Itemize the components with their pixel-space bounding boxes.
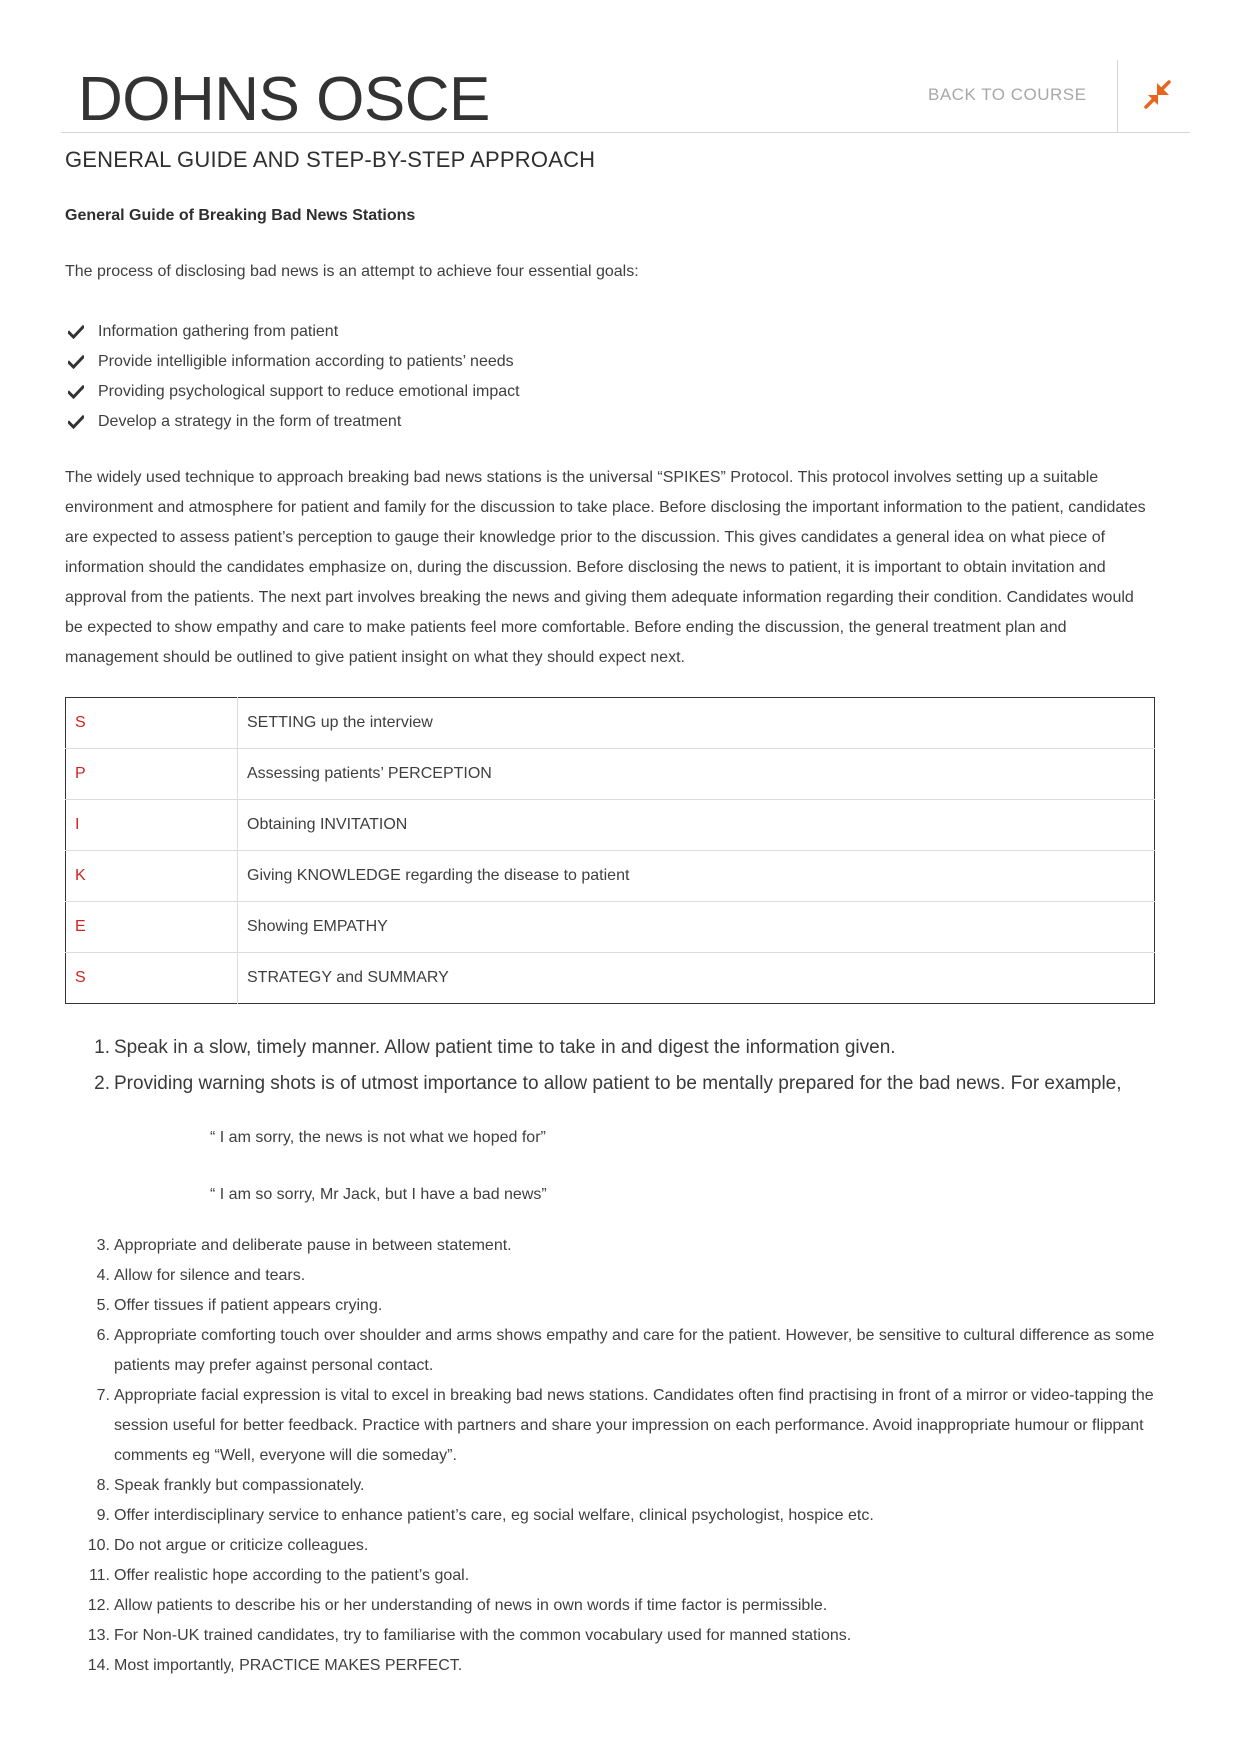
spikes-step: STRATEGY and SUMMARY [247,969,449,986]
goal-text: Provide intelligible information according to patients’ needs [98,353,514,370]
table-row [66,902,1155,953]
spikes-step: Obtaining INVITATION [238,800,1155,851]
item-number: 7. [96,1387,110,1404]
list-item [65,1501,1155,1531]
course-title: DOHNS OSCE [78,65,490,134]
item-text: Allow for silence and tears. [114,1267,306,1284]
list-item [65,1321,1155,1381]
example-quote: “ I am sorry, the news is not what we hoped for” [210,1129,546,1146]
page-header [61,60,1190,133]
item-text: Speak frankly but compassionately. [114,1477,365,1494]
item-text: Providing warning shots is of utmost importance to allow patient to be mentally prepared for the bad news. For example, [114,1073,1122,1094]
item-number: 11. [88,1567,110,1584]
item-text: Speak in a slow, timely manner. Allow patient time to take in and digest the information given. [114,1037,896,1058]
tips-list-first [65,1030,1155,1102]
item-number: 4. [96,1267,110,1284]
item-number: 9. [96,1507,110,1524]
item-text: Appropriate and deliberate pause in between statement. [114,1237,512,1254]
item-text: For Non-UK trained candidates, try to familiarise with the common vocabulary used for manned stations. [114,1627,852,1644]
item-number: 2. [94,1073,110,1094]
list-item [65,1381,1155,1471]
item-number: 10. [87,1537,110,1554]
collapse-arrows-icon [1141,78,1175,112]
section-heading: General Guide of Breaking Bad News Stations [65,207,416,224]
item-text: Appropriate comforting touch over shoulder and arms shows empathy and care for the patient. However, be sensitive to cultural difference as some patients may prefer against personal contact. [114,1327,1155,1374]
item-text: Offer tissues if patient appears crying. [114,1297,383,1314]
item-number: 5. [96,1297,110,1314]
list-item [65,1531,1155,1561]
lesson-content [65,145,1155,1681]
item-number: 1. [94,1037,110,1058]
goal-text: Develop a strategy in the form of treatment [98,413,402,430]
spikes-step: SETTING up the interview [238,698,1155,749]
spikes-letter: P [66,749,238,800]
spikes-step: Assessing patients’ PERCEPTION [238,749,1155,800]
table-row [66,749,1155,800]
item-text: Most importantly, PRACTICE MAKES PERFECT. [114,1657,463,1674]
spikes-step: Giving KNOWLEDGE regarding the disease to patient [238,851,1155,902]
table-row [66,851,1155,902]
item-number: 8. [96,1477,110,1494]
item-number: 14. [87,1657,110,1674]
spikes-letter: E [66,902,238,953]
item-text: Allow patients to describe his or her understanding of news in own words if time factor is permissible. [114,1597,828,1614]
list-item [65,377,1155,407]
item-text: Offer realistic hope according to the patient’s goal. [114,1567,470,1584]
spikes-table [65,697,1155,1004]
tips-list-second [65,1231,1155,1681]
spikes-letter: S [66,698,238,749]
table-row [66,800,1155,851]
list-item [65,1561,1155,1591]
header-divider [1117,60,1118,132]
list-item [65,1066,1155,1102]
table-row [66,698,1155,749]
list-item [65,1651,1155,1681]
intro-text: The process of disclosing bad news is an attempt to achieve four essential goals: [65,263,639,280]
goal-text: Providing psychological support to reduce emotional impact [98,383,520,400]
item-number: 6. [96,1327,110,1344]
list-item [65,347,1155,377]
collapse-button[interactable] [1141,78,1175,112]
spikes-letter: I [66,800,238,851]
item-number: 13. [87,1627,110,1644]
spikes-letter: S [66,953,238,1004]
item-text: Do not argue or criticize colleagues. [114,1537,369,1554]
spikes-description: The widely used technique to approach breaking bad news stations is the universal “SPIKES” Protocol. This protocol involves setting up a suitable environment and atmosphere for patient and family for the discussion to take place. Before disclosing the important information to the patient, candidates are expected to assess patient’s perception to gauge their knowledge prior to the discussion. This gives candidates a general idea on what piece of information should the candidates emphasize on, during the discussion. Before disclosing the news to patient, it is important to obtain invitation and approval from the patients. The next part involves breaking the news and giving them adequate information regarding their condition. Candidates would be expected to show empathy and care to make patients feel more comfortable. Before ending the discussion, the general treatment plan and management should be outlined to give patient insight on what they should expect next. [65,469,1146,666]
back-to-course-link[interactable]: BACK TO COURSE [928,85,1087,104]
list-item [65,407,1155,437]
list-item [65,1030,1155,1066]
list-item [65,1591,1155,1621]
lesson-title: GENERAL GUIDE AND STEP-BY-STEP APPROACH [65,147,596,172]
example-quote: “ I am so sorry, Mr Jack, but I have a bad news” [210,1186,547,1203]
list-item [65,1621,1155,1651]
list-item [65,1231,1155,1261]
check-icon [68,385,84,399]
spikes-letter: K [66,851,238,902]
goals-list [65,317,1155,437]
item-number: 3. [96,1237,110,1254]
item-text: Appropriate facial expression is vital to excel in breaking bad news stations. Candidates often find practising in front of a mirror or video-tapping the session useful for better feedback. Practice with partners and share your impression on each performance. Avoid inappropriate humour or flippant comments eg “Well, everyone will die someday”. [114,1387,1154,1464]
item-number: 12. [87,1597,110,1614]
item-text: Offer interdisciplinary service to enhance patient’s care, eg social welfare, clinical psychologist, hospice etc. [114,1507,874,1524]
table-row [66,953,1155,1004]
check-icon [68,325,84,339]
goal-text: Information gathering from patient [98,323,339,340]
check-icon [68,415,84,429]
spikes-step: Showing EMPATHY [238,902,1155,953]
list-item [65,1471,1155,1501]
list-item [65,1291,1155,1321]
list-item [65,317,1155,347]
check-icon [68,355,84,369]
list-item [65,1261,1155,1291]
